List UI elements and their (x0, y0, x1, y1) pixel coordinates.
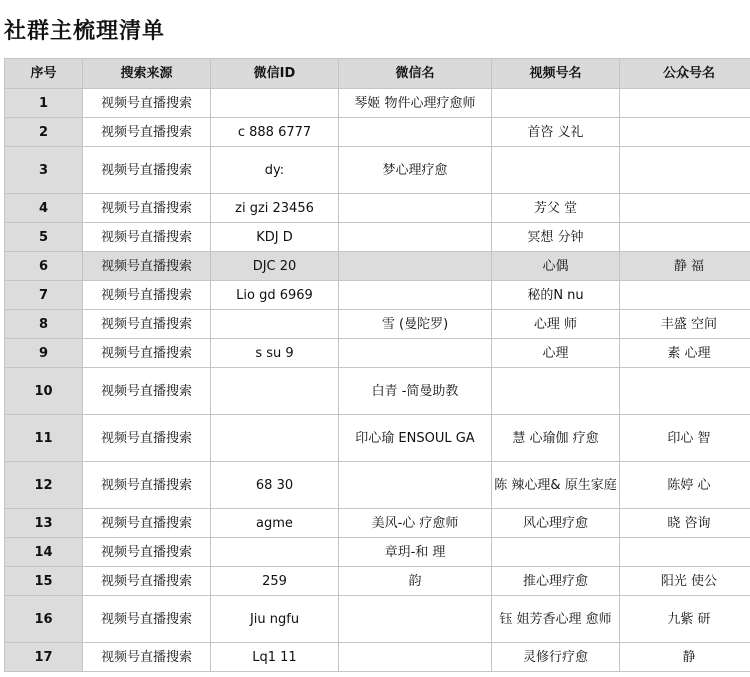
cell-wxname-text: 梦心理疗愈 (382, 162, 448, 178)
cell-wxid[interactable] (211, 567, 339, 596)
cell-wxid[interactable] (211, 252, 339, 281)
cell-wxname-text: 白青 -简曼助教 (371, 383, 459, 399)
cell-gzh-text: 印心 智 (667, 430, 711, 446)
cell-no-text: 9 (38, 345, 49, 361)
cell-source[interactable] (83, 310, 211, 339)
cell-source[interactable] (83, 223, 211, 252)
cell-wxname[interactable] (339, 415, 492, 462)
cell-video-text: 秘的N nu (527, 287, 584, 303)
cell-gzh[interactable] (620, 310, 750, 339)
cell-gzh-text: 丰盛 空间 (660, 316, 718, 332)
cell-no[interactable] (5, 89, 83, 118)
cell-gzh[interactable] (620, 89, 750, 118)
cell-wxname[interactable] (339, 509, 492, 538)
cell-wxid[interactable] (211, 194, 339, 223)
cell-wxid[interactable] (211, 223, 339, 252)
cell-source-text: 视频号直播搜索 (100, 162, 192, 178)
table-body (5, 89, 750, 672)
cell-wxid[interactable] (211, 147, 339, 194)
cell-no[interactable] (5, 281, 83, 310)
cell-gzh-text: 静 (682, 649, 696, 665)
cell-wxname[interactable] (339, 339, 492, 368)
cell-wxname[interactable] (339, 368, 492, 415)
cell-wxid-text: DJC 20 (252, 258, 297, 274)
cell-source-text: 视频号直播搜索 (100, 383, 192, 399)
cell-wxid-text: Lio gd 6969 (236, 287, 313, 303)
cell-wxid[interactable] (211, 281, 339, 310)
cell-gzh-text: 静 福 (673, 258, 705, 274)
cell-wxid[interactable] (211, 368, 339, 415)
cell-video[interactable] (492, 567, 620, 596)
table-row[interactable] (5, 147, 750, 194)
cell-gzh-text: 九紫 研 (667, 611, 711, 627)
cell-no-text: 12 (34, 477, 53, 493)
cell-video-text: 推心理疗愈 (522, 573, 588, 589)
cell-source[interactable] (83, 415, 211, 462)
cell-video[interactable] (492, 147, 620, 194)
cell-no-text: 15 (34, 573, 53, 589)
cell-source[interactable] (83, 538, 211, 567)
cell-no[interactable] (5, 252, 83, 281)
cell-wxid[interactable] (211, 538, 339, 567)
table-row[interactable] (5, 252, 750, 281)
cell-video-text: 钰 姐芳香心理 愈师 (499, 611, 612, 627)
header-wxname[interactable]: 微信名 (339, 59, 492, 89)
cell-wxname-text: 雪 (曼陀罗) (381, 316, 449, 332)
table-row[interactable] (5, 538, 750, 567)
cell-gzh[interactable] (620, 194, 750, 223)
cell-no[interactable] (5, 118, 83, 147)
cell-video[interactable] (492, 252, 620, 281)
cell-wxid-text: KDJ D (256, 229, 293, 245)
cell-wxname-text: 章玥-和 理 (384, 544, 446, 560)
header-source[interactable]: 搜索来源 (83, 59, 211, 89)
cell-video-text: 心偶 (542, 258, 569, 274)
cell-source-text: 视频号直播搜索 (100, 345, 192, 361)
cell-source-text: 视频号直播搜索 (100, 316, 192, 332)
cell-wxid[interactable] (211, 310, 339, 339)
table-row[interactable] (5, 281, 750, 310)
cell-video[interactable] (492, 194, 620, 223)
cell-wxid-text: dy: (264, 162, 285, 178)
cell-gzh-text: 阳光 使公 (660, 573, 718, 589)
cell-no[interactable] (5, 310, 83, 339)
cell-source[interactable] (83, 147, 211, 194)
cell-wxname-text: 韵 (408, 573, 422, 589)
cell-wxid-text: s su 9 (255, 345, 294, 361)
cell-source-text: 视频号直播搜索 (100, 430, 192, 446)
cell-gzh[interactable] (620, 567, 750, 596)
cell-source-text: 视频号直播搜索 (100, 258, 192, 274)
cell-video-text: 芳父 堂 (533, 200, 578, 216)
cell-source-text: 视频号直播搜索 (100, 200, 192, 216)
cell-wxname[interactable] (339, 118, 492, 147)
cell-gzh[interactable] (620, 538, 750, 567)
cell-video-text: 灵修行疗愈 (522, 649, 588, 665)
cell-wxid[interactable] (211, 596, 339, 643)
cell-gzh[interactable] (620, 339, 750, 368)
cell-no[interactable] (5, 596, 83, 643)
cell-video-text: 心理 (542, 345, 569, 361)
cell-no-text: 14 (34, 544, 53, 560)
cell-no-text: 8 (38, 316, 49, 332)
cell-video[interactable] (492, 368, 620, 415)
cell-no[interactable] (5, 194, 83, 223)
cell-gzh[interactable] (620, 281, 750, 310)
cell-source-text: 视频号直播搜索 (100, 544, 192, 560)
cell-source[interactable] (83, 368, 211, 415)
cell-wxid[interactable] (211, 89, 339, 118)
cell-no[interactable] (5, 567, 83, 596)
cell-video-text: 首咨 义礼 (527, 124, 584, 140)
cell-source[interactable] (83, 509, 211, 538)
cell-wxname[interactable] (339, 643, 492, 672)
cell-wxname[interactable] (339, 462, 492, 509)
cell-gzh[interactable] (620, 252, 750, 281)
cell-wxid[interactable] (211, 118, 339, 147)
cell-gzh[interactable] (620, 147, 750, 194)
cell-source-text: 视频号直播搜索 (100, 124, 192, 140)
cell-no[interactable] (5, 462, 83, 509)
cell-wxname[interactable] (339, 538, 492, 567)
cell-source-text: 视频号直播搜索 (100, 229, 192, 245)
header-video[interactable]: 视频号名 (492, 59, 620, 89)
cell-wxname[interactable] (339, 223, 492, 252)
cell-wxid[interactable] (211, 339, 339, 368)
cell-wxname-text: 美风-心 疗愈师 (371, 515, 459, 531)
cell-gzh[interactable] (620, 223, 750, 252)
table-row[interactable] (5, 643, 750, 672)
cell-gzh[interactable] (620, 368, 750, 415)
cell-source[interactable] (83, 118, 211, 147)
table-row[interactable] (5, 339, 750, 368)
cell-no[interactable] (5, 147, 83, 194)
cell-no-text: 5 (38, 229, 49, 245)
cell-gzh[interactable] (620, 462, 750, 509)
cell-no[interactable] (5, 538, 83, 567)
cell-source-text: 视频号直播搜索 (100, 611, 192, 627)
cell-video[interactable] (492, 223, 620, 252)
cell-wxid-text: Jiu ngfu (249, 611, 300, 627)
page-title: 社群主梳理清单 (4, 19, 166, 44)
cell-gzh[interactable] (620, 415, 750, 462)
cell-no-text: 2 (38, 124, 49, 140)
cell-wxid[interactable] (211, 462, 339, 509)
cell-source-text: 视频号直播搜索 (100, 477, 192, 493)
cell-video-text: 心理 师 (533, 316, 578, 332)
cell-wxid-text: c 888 6777 (237, 124, 312, 140)
cell-video-text: 慧 心瑜伽 疗愈 (512, 430, 599, 446)
cell-no[interactable] (5, 223, 83, 252)
cell-source-text: 视频号直播搜索 (100, 649, 192, 665)
cell-source-text: 视频号直播搜索 (100, 95, 192, 111)
cell-no-text: 17 (34, 649, 53, 665)
cell-video[interactable] (492, 118, 620, 147)
header-row (5, 59, 750, 89)
cell-wxid[interactable] (211, 415, 339, 462)
cell-wxname-text: 印心瑜 ENSOUL GA (355, 430, 475, 446)
cell-source[interactable] (83, 281, 211, 310)
table-row[interactable] (5, 89, 750, 118)
cell-no-text: 13 (34, 515, 53, 531)
table-row[interactable] (5, 223, 750, 252)
cell-gzh-text: 晓 咨询 (667, 515, 711, 531)
cell-video[interactable] (492, 281, 620, 310)
cell-no-text: 10 (34, 383, 53, 399)
cell-source-text: 视频号直播搜索 (100, 573, 192, 589)
cell-video[interactable] (492, 596, 620, 643)
cell-gzh[interactable] (620, 643, 750, 672)
table-row[interactable] (5, 596, 750, 643)
header-gzh[interactable]: 公众号名 (620, 59, 750, 89)
cell-wxname[interactable] (339, 89, 492, 118)
cell-wxname[interactable] (339, 596, 492, 643)
table-row[interactable] (5, 368, 750, 415)
cell-wxid-text: agme (256, 515, 293, 531)
cell-no[interactable] (5, 643, 83, 672)
cell-no[interactable] (5, 339, 83, 368)
cell-wxid-text: Lq1 11 (252, 649, 297, 665)
cell-gzh-text: 陈婷 心 (667, 477, 711, 493)
cell-wxname[interactable] (339, 252, 492, 281)
cell-source[interactable] (83, 567, 211, 596)
data-table (4, 58, 750, 672)
cell-source[interactable] (83, 596, 211, 643)
table-row[interactable] (5, 509, 750, 538)
cell-no[interactable] (5, 415, 83, 462)
cell-gzh[interactable] (620, 509, 750, 538)
cell-source-text: 视频号直播搜索 (100, 287, 192, 303)
cell-no-text: 6 (38, 258, 49, 274)
cell-source[interactable] (83, 252, 211, 281)
cell-video[interactable] (492, 310, 620, 339)
cell-source[interactable] (83, 339, 211, 368)
cell-no-text: 11 (34, 430, 53, 446)
cell-no-text: 1 (38, 95, 49, 111)
table-row[interactable] (5, 415, 750, 462)
cell-wxname[interactable] (339, 194, 492, 223)
header-no[interactable]: 序号 (5, 59, 83, 89)
cell-no-text: 3 (38, 162, 49, 178)
cell-video[interactable] (492, 538, 620, 567)
cell-video-text: 风心理疗愈 (522, 515, 588, 531)
cell-wxid-text: zi gzi 23456 (235, 200, 314, 216)
cell-gzh-text: 素 心理 (667, 345, 711, 361)
cell-wxname[interactable] (339, 567, 492, 596)
cell-video[interactable] (492, 462, 620, 509)
table-row[interactable] (5, 462, 750, 509)
cell-wxname-text: 琴姬 物件心理疗愈师 (354, 95, 476, 111)
cell-video[interactable] (492, 89, 620, 118)
cell-video[interactable] (492, 415, 620, 462)
cell-no-text: 7 (38, 287, 49, 303)
table-row[interactable] (5, 310, 750, 339)
cell-video[interactable] (492, 339, 620, 368)
table-row[interactable] (5, 194, 750, 223)
cell-video-text: 陈 辣心理& 原生家庭 (494, 477, 617, 493)
cell-wxname[interactable] (339, 281, 492, 310)
cell-source-text: 视频号直播搜索 (100, 515, 192, 531)
cell-source[interactable] (83, 194, 211, 223)
cell-wxname[interactable] (339, 147, 492, 194)
cell-wxid[interactable] (211, 643, 339, 672)
cell-wxid-text: 259 (262, 573, 287, 589)
cell-video[interactable] (492, 509, 620, 538)
table-row[interactable] (5, 118, 750, 147)
table-row[interactable] (5, 567, 750, 596)
cell-gzh[interactable] (620, 118, 750, 147)
cell-wxid[interactable] (211, 509, 339, 538)
cell-no[interactable] (5, 368, 83, 415)
cell-no-text: 4 (38, 200, 49, 216)
cell-video-text: 冥想 分钟 (527, 229, 584, 245)
cell-wxid-text: 68 30 (255, 477, 294, 493)
cell-no-text: 16 (34, 611, 53, 627)
header-wxid[interactable]: 微信ID (211, 59, 339, 89)
cell-video[interactable] (492, 643, 620, 672)
cell-source[interactable] (83, 89, 211, 118)
cell-source[interactable] (83, 462, 211, 509)
cell-source[interactable] (83, 643, 211, 672)
cell-gzh[interactable] (620, 596, 750, 643)
cell-wxname[interactable] (339, 310, 492, 339)
cell-no[interactable] (5, 509, 83, 538)
